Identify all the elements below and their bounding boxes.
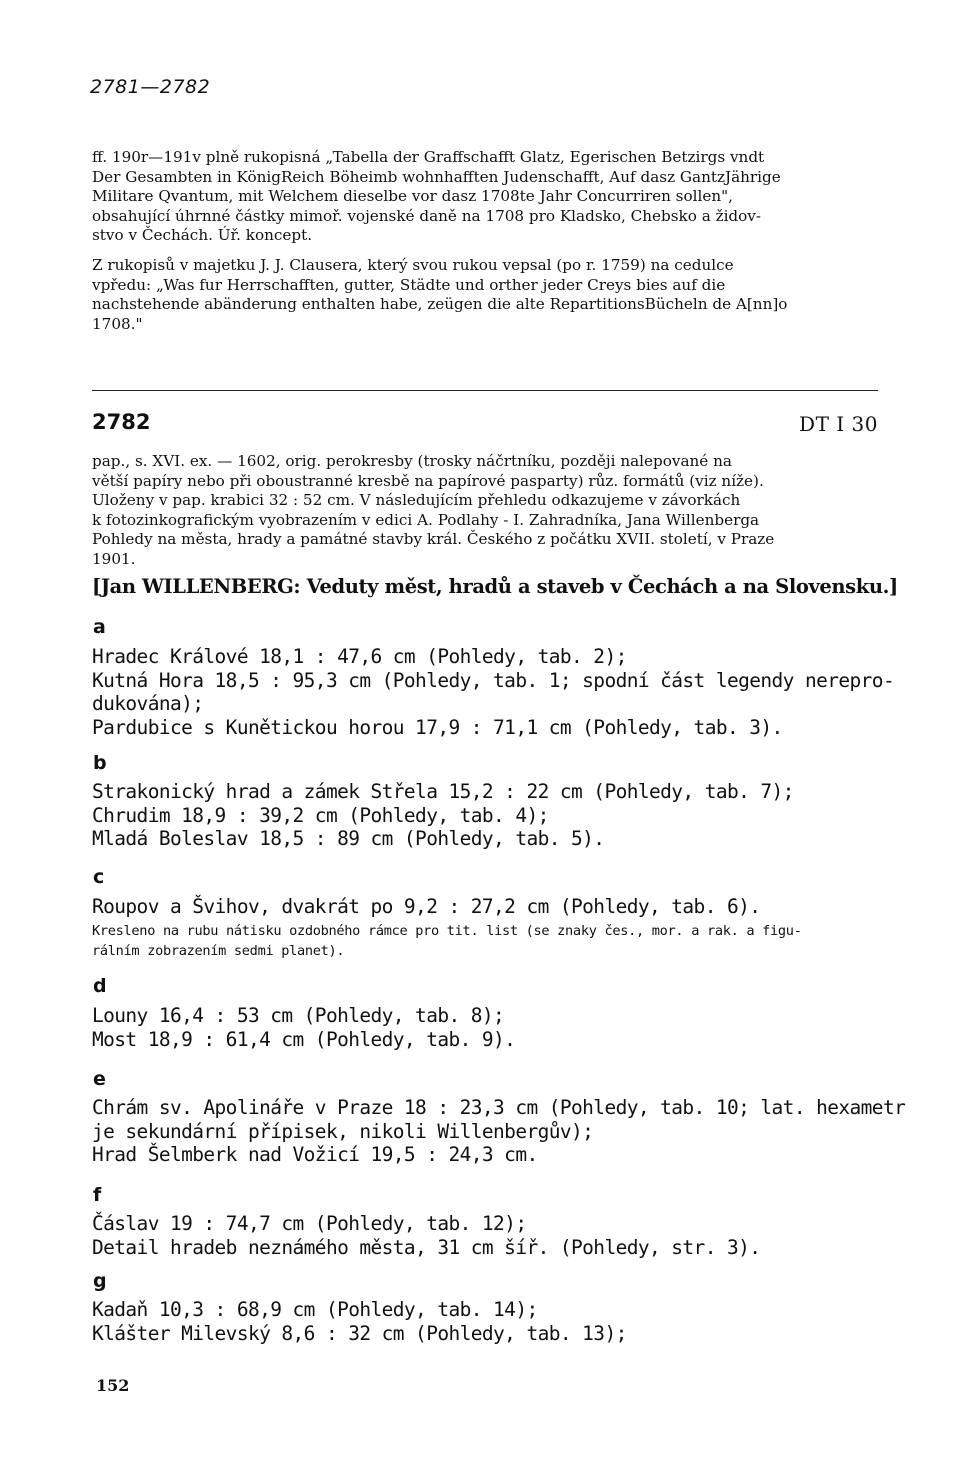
list-item: Kutná Hora 18,5 : 95,3 cm (Pohledy, tab. 1; spodní část legendy nerepro- [92,668,895,692]
list-item: Mladá Boleslav 18,5 : 89 cm (Pohledy, tab. 5). [92,827,605,851]
shelf-mark: DT I 30 [799,412,878,436]
group-letter-e: e [93,1068,106,1090]
group-c-note [92,922,878,961]
text-line: stvo v Čechách. Úř. koncept. [92,226,313,245]
list-item: Most 18,9 : 61,4 cm (Pohledy, tab. 9). [92,1027,516,1051]
text-line: Uloženy v pap. krabici 32 : 52 cm. V následujícím přehledu odkazujeme v závorkách [92,491,741,510]
group-d-items [92,1004,892,1051]
list-item: dukována); [92,692,204,716]
text-line: Militare Qvantum, mit Welchem dieselbe vor dasz 1708te Jahr Concurriren sollen", [92,187,733,206]
list-item: Detail hradeb neznámého města, 31 cm šíř. (Pohledy, str. 3). [92,1235,761,1259]
running-head: 2781—2782 [90,76,211,98]
list-item: Hrad Šelmberk nad Vožicí 19,5 : 24,3 cm. [92,1143,538,1167]
group-letter-c: c [93,866,105,888]
list-item: Klášter Milevský 8,6 : 32 cm (Pohledy, tab. 13); [92,1321,627,1345]
group-letter-f: f [93,1184,102,1206]
text-line: ff. 190r—191v plně rukopisná „Tabella der Graffschafft Glatz, Egerischen Betzirgs vndt [92,148,765,166]
group-b-items [92,780,892,851]
list-item: Pardubice s Kunětickou horou 17,9 : 71,1 cm (Pohledy, tab. 3). [92,716,783,740]
text-line: vpředu: „Was fur Herrschafften, gutter, Städte und orther jeder Creys bies auf die [92,275,726,294]
entry-title: [Jan WILLENBERG: Veduty měst, hradů a staveb v Čechách a na Slovensku.] [92,575,898,598]
text-line: větší papíry nebo při oboustranné kresbě na papírové pasparty) růz. formátů (viz níže). [92,471,764,490]
list-item: Strakonický hrad a zámek Střela 15,2 : 22 cm (Pohledy, tab. 7); [92,780,794,803]
list-item: Čáslav 19 : 74,7 cm (Pohledy, tab. 12); [92,1212,527,1235]
text-line: k fotozinkografickým vyobrazením v edici A. Podlahy - I. Zahradníka, Jana Willenberga [92,510,760,529]
list-item: Roupov a Švihov, dvakrát po 9,2 : 27,2 cm (Pohledy, tab. 6). [92,895,761,918]
text-line: 1901. [92,549,136,568]
list-item: Hradec Králové 18,1 : 47,6 cm (Pohledy, tab. 2); [92,645,627,668]
group-letter-b: b [93,752,107,774]
list-item: Kadaň 10,3 : 68,9 cm (Pohledy, tab. 14); [92,1298,538,1321]
list-item: Louny 16,4 : 53 cm (Pohledy, tab. 8); [92,1004,505,1027]
group-f-items [92,1212,892,1259]
note-line: rálním zobrazením sedmi planet). [92,942,345,959]
text-line: 1708." [92,314,143,333]
group-letter-a: a [93,616,106,638]
group-c-items [92,895,892,919]
previous-entry-paragraph-2 [92,256,878,334]
group-a-items [92,645,895,740]
list-item: Chrudim 18,9 : 39,2 cm (Pohledy, tab. 4); [92,803,549,827]
entry-number: 2782 [92,410,151,434]
text-line: Pohledy na města, hrady a památné stavby král. Českého z počátku XVII. století, v Praze [92,530,775,549]
group-letter-d: d [93,975,107,997]
previous-entry-paragraph-1 [92,148,878,246]
group-e-items [92,1096,906,1167]
section-divider [92,390,878,391]
text-line: Z rukopisů v majetku J. J. Clausera, který svou rukou vepsal (po r. 1759) na cedulce [92,256,734,274]
text-line: Der Gesambten in KönigReich Böheimb wohnhafften Judenschafft, Auf dasz GantzJährige [92,167,781,186]
text-line: obsahující úhrnné částky mimoř. vojenské daně na 1708 pro Kladsko, Chebsko a židov- [92,206,762,225]
entry-description [92,452,878,570]
list-item: je sekundární přípisek, nikoli Willenbergův); [92,1119,594,1143]
page-number: 152 [96,1376,130,1395]
text-line: nachstehende abänderung enthalten habe, zeügen die alte RepartitionsBücheln de A[nn]o [92,295,788,314]
text-line: pap., s. XVI. ex. — 1602, orig. perokresby (trosky náčrtníku, později nalepované na [92,452,732,470]
group-g-items [92,1298,892,1345]
note-line: Kresleno na rubu nátisku ozdobného rámce pro tit. list (se znaky čes., mor. a rak. a figu- [92,923,802,939]
list-item: Chrám sv. Apolináře v Praze 18 : 23,3 cm (Pohledy, tab. 10; lat. hexametr [92,1096,906,1119]
group-letter-g: g [93,1270,107,1292]
